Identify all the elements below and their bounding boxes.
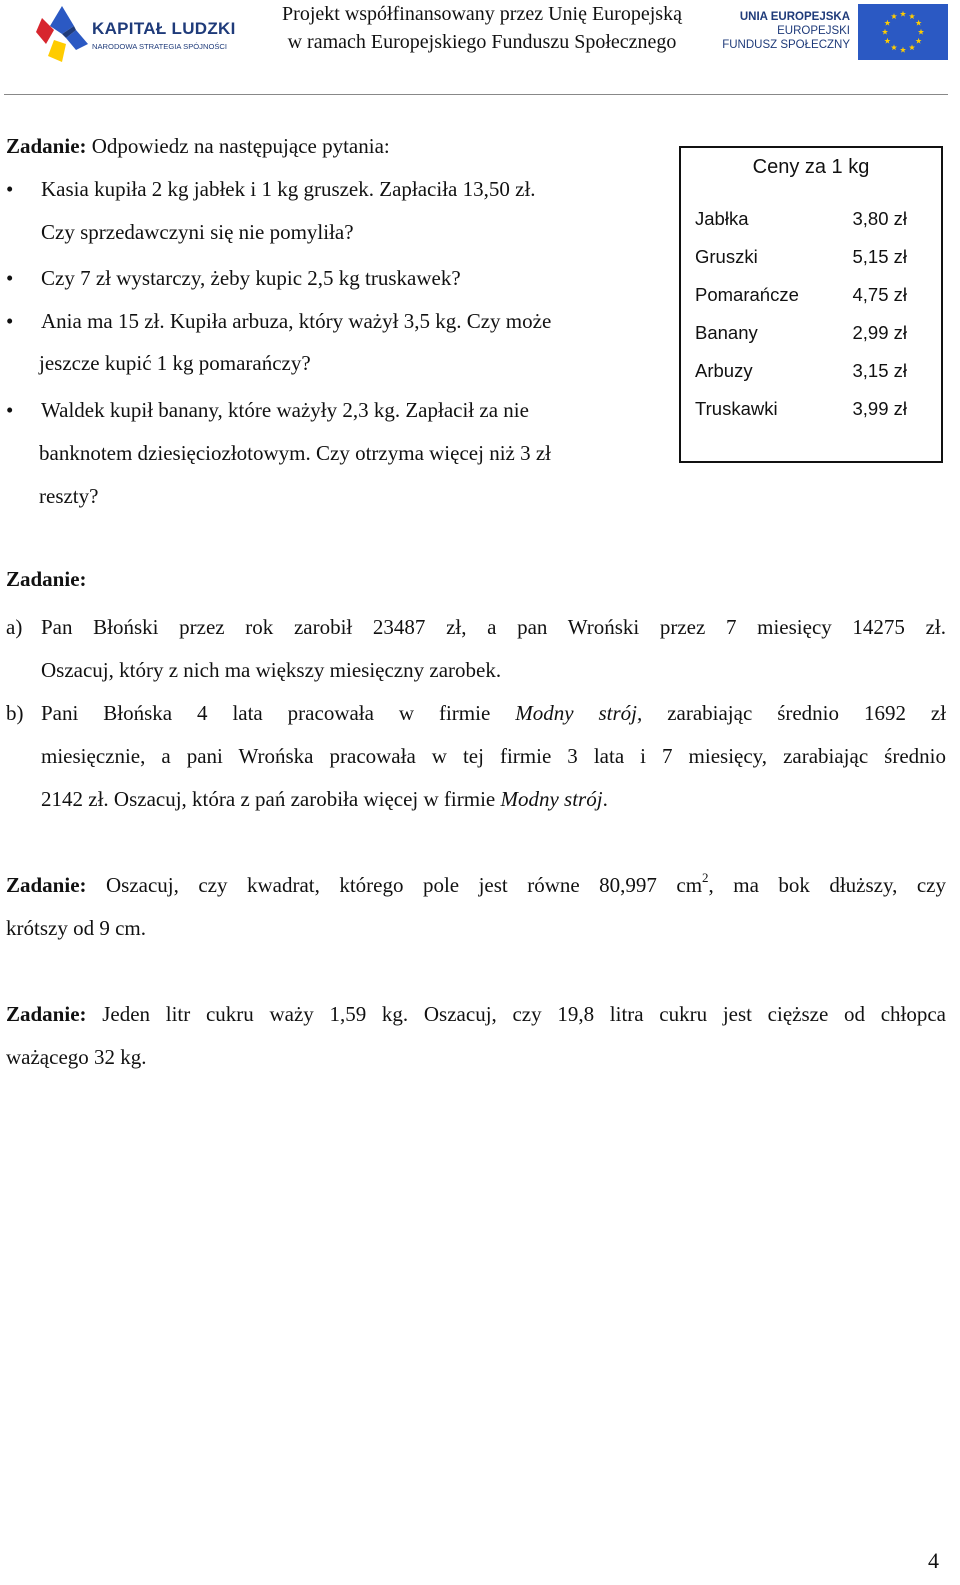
task4-text-1: Jeden litr cukru waży 1,59 kg. Oszacuj, czy 19,8 litra cukru jest cięższe od chłopca	[102, 1002, 947, 1026]
task4-line-1	[6, 993, 946, 1036]
price-row-value: 3,99 zł	[852, 398, 907, 419]
task2-b-text-3-pre: 2142 zł. Oszacuj, która z pań zarobiła więcej w firmie	[41, 787, 496, 811]
task2-b-firm-name-2: Modny strój	[500, 787, 603, 811]
task2-a-text-1: Pan Błoński przez rok zarobił 23487 zł, a pan Wroński przez 7 miesięcy 14275 zł.	[41, 615, 946, 639]
kapital-ludzki-emblem-icon	[36, 4, 92, 62]
page-number: 4	[928, 1548, 939, 1573]
task1-intro: Odpowiedz na następujące pytania:	[91, 134, 390, 158]
task2-b-text-3-post: .	[602, 787, 608, 811]
task3-exponent: 2	[702, 870, 709, 885]
price-row-name: Arbuzy	[695, 360, 753, 381]
task2-b-text-1-pre: Pani Błońska 4 lata pracowała w firmie	[41, 701, 491, 725]
eu-flag-icon	[858, 4, 948, 60]
task1-bullet-3-line-2: jeszcze kupić 1 kg pomarańczy?	[39, 351, 311, 375]
price-row-name: Banany	[695, 322, 758, 343]
price-row-name: Pomarańcze	[695, 284, 799, 305]
task4-label: Zadanie:	[6, 1002, 87, 1026]
task3-line-1	[6, 864, 946, 907]
header-center-line-1: Projekt współfinansowany przez Unię Europejską	[282, 3, 682, 25]
task3-text-post: , ma bok dłuższy, czy	[708, 873, 946, 897]
task1-bullet-1-line-1: Kasia kupiła 2 kg jabłek i 1 kg gruszek. Zapłaciła 13,50 zł.	[41, 177, 536, 201]
price-row-value: 3,15 zł	[852, 360, 907, 381]
task1-label: Zadanie:	[6, 134, 87, 158]
kapital-ludzki-logo	[36, 4, 241, 62]
task1-bullet-4-line-3: reszty?	[39, 484, 99, 508]
task2-a-marker: a)	[6, 615, 23, 639]
task2-a-line-2: Oszacuj, który z nich ma większy miesięczny zarobek.	[41, 658, 502, 682]
price-row-name: Truskawki	[695, 398, 778, 419]
bullet-icon: •	[6, 309, 14, 333]
price-row-value: 5,15 zł	[852, 246, 907, 267]
task2-b-firm-name: Modny strój,	[515, 701, 643, 725]
eu-line-2: EUROPEJSKI	[777, 25, 850, 37]
task1-bullet-4-line-2: banknotem dziesięciozłotowym. Czy otrzyma więcej niż 3 zł	[39, 441, 551, 465]
task2-b-line-3	[41, 778, 608, 821]
price-row-value: 4,75 zł	[852, 284, 907, 305]
price-row-name: Gruszki	[695, 246, 758, 267]
task4-line-2: ważącego 32 kg.	[6, 1045, 147, 1069]
task2-label: Zadanie:	[6, 567, 87, 591]
price-table-title: Ceny za 1 kg	[752, 156, 870, 178]
task2-b-line-2: miesięcznie, a pani Wrońska pracowała w tej firmie 3 lata i 7 miesięcy, zarabiając średnio	[41, 744, 946, 768]
price-row-value: 3,80 zł	[852, 208, 907, 229]
eu-line-1: UNIA EUROPEJSKA	[739, 11, 850, 23]
kapital-ludzki-title: KAPITAŁ LUDZKI	[92, 19, 236, 38]
eu-line-3: FUNDUSZ SPOŁECZNY	[722, 39, 850, 51]
task3-text-pre: Oszacuj, czy kwadrat, którego pole jest równe 80,997 cm	[106, 873, 703, 897]
bullet-icon: •	[6, 177, 14, 201]
task1-heading	[6, 125, 390, 168]
task3-line-2: krótszy od 9 cm.	[6, 916, 146, 940]
task1-bullet-2-text: Czy 7 zł wystarczy, żeby kupic 2,5 kg truskawek?	[41, 266, 461, 290]
bullet-icon: •	[6, 398, 14, 422]
price-row-name: Jabłka	[695, 208, 749, 229]
task2-b-text-1	[41, 692, 946, 735]
task1-bullet-4-line-1: Waldek kupił banany, które ważyły 2,3 kg. Zapłacił za nie	[41, 398, 529, 422]
project-cofinancing-note	[262, 0, 702, 56]
header-divider	[4, 94, 948, 95]
task1-bullet-1-line-2: Czy sprzedawczyni się nie pomyliła?	[41, 220, 354, 244]
eu-fund-text	[722, 10, 850, 52]
task1-bullet-3-line-1: Ania ma 15 zł. Kupiła arbuza, który ważył 3,5 kg. Czy może	[41, 309, 552, 333]
header-center-line-2: w ramach Europejskiego Funduszu Społecznego	[287, 31, 677, 53]
price-table	[679, 146, 943, 463]
task2-b-marker: b)	[6, 701, 24, 725]
bullet-icon: •	[6, 266, 14, 290]
task3-label: Zadanie:	[6, 873, 87, 897]
kapital-ludzki-subtitle: NARODOWA STRATEGIA SPÓJNOŚCI	[92, 42, 228, 51]
task2-b-text-1-post: zarabiając średnio 1692 zł	[667, 701, 947, 725]
price-row-value: 2,99 zł	[852, 322, 907, 343]
